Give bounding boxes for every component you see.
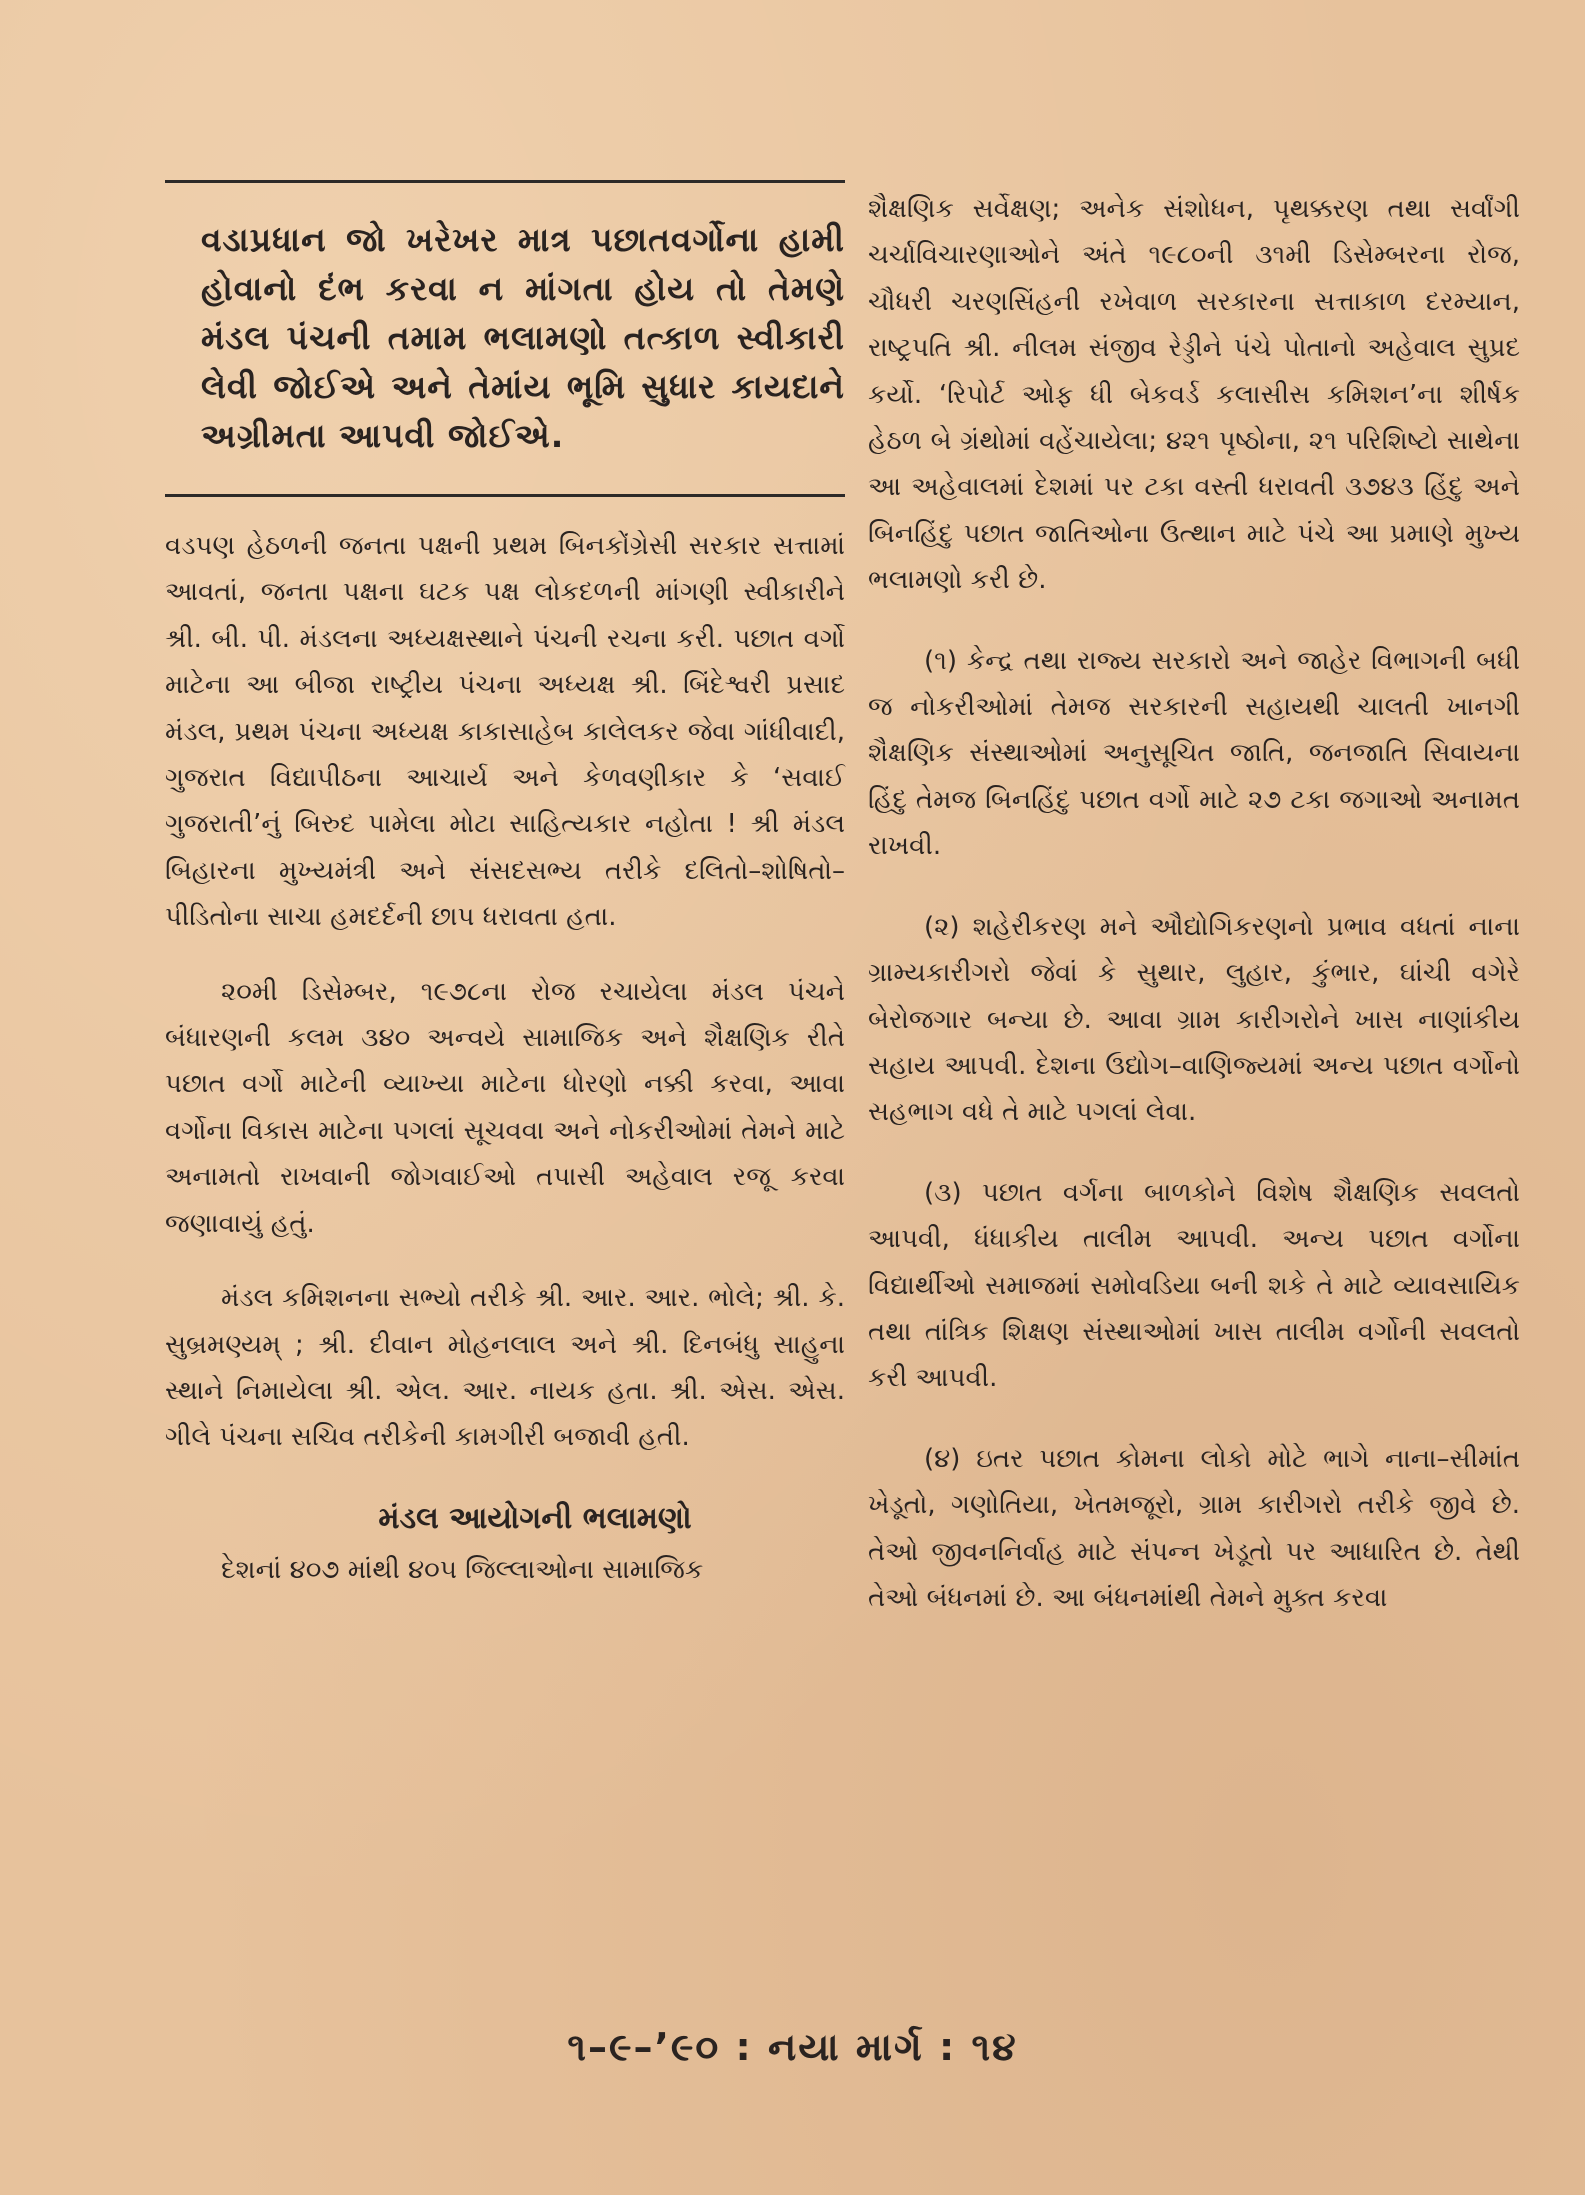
bottom-rule [165, 494, 845, 497]
recommendation-3: (૩) પછાત વર્ગના બાળકોને વિશેષ શૈક્ષણિક સવલતો આપવી, ધંધાકીય તાલીમ આપવી. અન્ય પછાત વર્ગોના વિદ્યાર્થીઓ સમાજમાં સમોવડિયા બની શકે તે માટે વ્યાવસાયિક તથા તાંત્રિક શિક્ષણ સંસ્થાઓમાં ખાસ તાલીમ વર્ગોની સવલતો કરી આપવી. [868, 1177, 1520, 1394]
left-paragraph-2: ૨૦મી ડિસેમ્બર, ૧૯૭૮ના રોજ રચાયેલા મંડલ પંચને બંધારણની કલમ ૩૪૦ અન્વયે સામાજિક અને શૈક્ષણિક રીતે પછાત વર્ગો માટેની વ્યાખ્યા માટેના ધોરણો નક્કી કરવા, આવા વર્ગોના વિકાસ માટેના પગલાં સૂચવવા અને નોકરીઓમાં તેમને માટે અનામતો રાખવાની જોગવાઈઓ તપાસી અહેવાલ રજૂ કરવા જણાવાયું હતું. [165, 976, 845, 1239]
section-heading: મંડલ આયોગની ભલામણો [378, 1500, 692, 1536]
right-column [868, 186, 1520, 1621]
recommendation-1: (૧) કેન્દ્ર તથા રાજ્ય સરકારો અને જાહેર વિભાગની બધી જ નોકરીઓમાં તેમજ સરકારની સહાયથી ચાલતી ખાનગી શૈક્ષણિક સંસ્થાઓમાં અનુસૂચિત જાતિ, જનજાતિ સિવાયના હિંદુ તેમજ બિનહિંદુ પછાત વર્ગો માટે ૨૭ ટકા જગાઓ અનામત રાખવી. [868, 645, 1520, 862]
recommendation-2: (૨) શહેરીકરણ મને ઔદ્યોગિકરણનો પ્રભાવ વધતાં નાના ગ્રામ્યકારીગરો જેવાં કે સુથાર, લુહાર, કુંભાર, ઘાંચી વગેરે બેરોજગાર બન્યા છે. આવા ગ્રામ કારીગરોને ખાસ નાણાંકીય સહાય આપવી. દેશના ઉદ્યોગ–વાણિજ્યમાં અન્ય પછાત વર્ગોનો સહભાગ વધે તે માટે પગલાં લેવા. [868, 911, 1520, 1128]
page-footer: ૧–૯–’૯૦ : નયા માર્ગ : ૧૪ [567, 2025, 1018, 2069]
recommendation-4: (૪) ઇતર પછાત કોમના લોકો મોટે ભાગે નાના–સીમાંત ખેડૂતો, ગણોતિયા, ખેતમજૂરો, ગ્રામ કારીગરો તરીકે જીવે છે. તેઓ જીવનનિર્વાહ માટે સંપન્ન ખેડૂતો પર આધારિત છે. તેથી તેઓ બંધનમાં છે. આ બંધનમાંથી તેમને મુક્ત કરવા [868, 1443, 1520, 1613]
left-paragraph-3: મંડલ કમિશનના સભ્યો તરીકે શ્રી. આર. આર. ભોલે; શ્રી. કે. સુબ્રમણ્યમ્ ; શ્રી. દીવાન મોહનલાલ અને શ્રી. દિનબંધુ સાહુના સ્થાને નિમાયેલા શ્રી. એલ. આર. નાયક હતા. શ્રી. એસ. એસ. ગીલે પંચના સચિવ તરીકેની કામગીરી બજાવી હતી. [165, 1283, 845, 1453]
pull-quote: વડાપ્રધાન જો ખરેખર માત્ર પછાતવર્ગોના હામી હોવાનો દંભ કરવા ન માંગતા હોય તો તેમણે મંડલ પંચની તમામ ભલામણો તત્કાળ સ્વીકારી લેવી જોઈએ અને તેમાંય ભૂમિ સુધાર કાયદાને અગ્રીમતા આપવી જોઈએ. [201, 220, 845, 455]
left-paragraph-4: દેશનાં ૪૦૭ માંથી ૪૦૫ જિલ્લાઓના સામાજિક [221, 1554, 704, 1585]
right-paragraph-1: શૈક્ષણિક સર્વેક્ષણ; અનેક સંશોધન, પૃથક્કરણ તથા સર્વાંગી ચર્ચાવિચારણાઓને અંતે ૧૯૮૦ની ૩૧મી ડિસેમ્બરના રોજ, ચૌધરી ચરણસિંહની રખેવાળ સરકારના સત્તાકાળ દરમ્યાન, રાષ્ટ્રપતિ શ્રી. નીલમ સંજીવ રેડ્ડીને પંચે પોતાનો અહેવાલ સુપ્રદ કર્યો. ‘રિપોર્ટ ઓફ ધી બેકવર્ડ કલાસીસ કમિશન’ના શીર્ષક હેઠળ બે ગ્રંથોમાં વહેંચાયેલા; ૪૨૧ પૃષ્ઠોના, ૨૧ પરિશિષ્ટો સાથેના આ અહેવાલમાં દેશમાં પર ટકા વસ્તી ધરાવતી ૩૭૪૩ હિંદુ અને બિનહિંદુ પછાત જાતિઓના ઉત્થાન માટે પંચે આ પ્રમાણે મુખ્ય ભલામણો કરી છે. [868, 194, 1520, 596]
left-paragraph-1: વડપણ હેઠળની જનતા પક્ષની પ્રથમ બિનકોંગ્રેસી સરકાર સત્તામાં આવતાં, જનતા પક્ષના ઘટક પક્ષ લોકદળની માંગણી સ્વીકારીને શ્રી. બી. પી. મંડલના અધ્યક્ષસ્થાને પંચની રચના કરી. પછાત વર્ગો માટેના આ બીજા રાષ્ટ્રીય પંચના અધ્યક્ષ શ્રી. બિંદેશ્વરી પ્રસાદ મંડલ, પ્રથમ પંચના અધ્યક્ષ કાકાસાહેબ કાલેલકર જેવા ગાંધીવાદી, ગુજરાત વિદ્યાપીઠના આચાર્ય અને કેળવણીકાર કે ‘સવાઈ ગુજરાતી’નું બિરુદ પામેલા મોટા સાહિત્યકાર નહોતા ! શ્રી મંડલ બિહારના મુખ્યમંત્રી અને સંસદસભ્ય તરીકે દલિતો–શોષિતો–પીડિતોના સાચા હમદર્દની છાપ ધરાવતા હતા. [165, 531, 845, 933]
left-column [165, 180, 845, 1593]
